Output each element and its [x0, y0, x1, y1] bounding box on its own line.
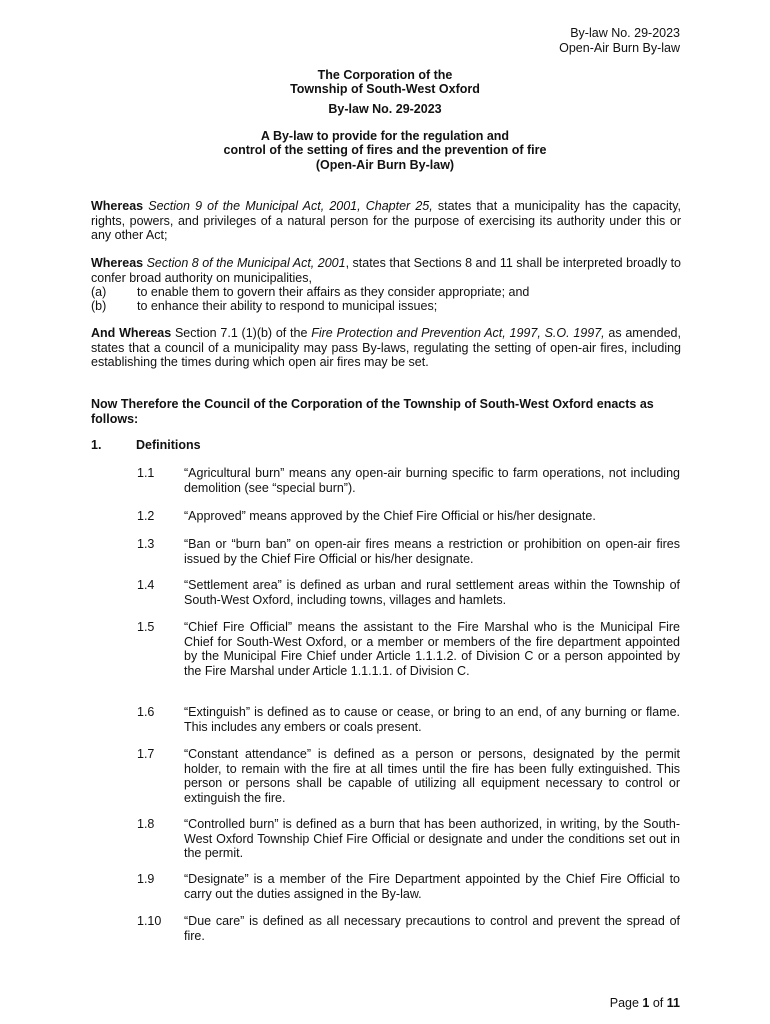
- item-label: (a): [91, 285, 107, 299]
- whereas-lead: Whereas: [91, 256, 144, 270]
- definition-number: 1.8: [137, 817, 155, 831]
- definition-text: “Ban or “burn ban” on open-air fires means a restriction or prohibition on open-air fires issued by the Chief Fire Official or his/her designate.: [184, 537, 680, 566]
- definition-text: “Controlled burn” is defined as a burn that has been authorized, in writing, by the South-West Oxford Township Chief Fire Official or designate and under the conditions set out in the permit.: [184, 817, 680, 860]
- definition-number: 1.2: [137, 509, 155, 523]
- definition-text: “Extinguish” is defined as to cause or cease, or bring to an end, of any burning or flame. This includes any embers or coals present.: [184, 705, 680, 734]
- title-purpose-line1: A By-law to provide for the regulation and: [260, 129, 510, 143]
- definition-number: 1.3: [137, 537, 155, 551]
- page-footer: [610, 996, 680, 1010]
- definition-text: “Constant attendance” is defined as a person or persons, designated by the permit holder, to remain with the fire at all times until the fire has been fully extinguished. This person or persons shall be capable of utilizing all equipment necessary to control or extinguish the fire.: [184, 747, 680, 805]
- running-header: [559, 26, 680, 56]
- whereas-lead: And Whereas: [91, 326, 172, 340]
- definition-number: 1.1: [137, 466, 155, 480]
- section-title: Definitions: [136, 438, 201, 452]
- definition-text: “Chief Fire Official” means the assistant to the Fire Marshal who is the Municipal Fire Chief for South-West Oxford, or a member or members of the fire department appointed by the Municipal Fire Chief under Article 1.1.1.2. of Division C or a person appointed by the Fire Marshal under Article 1.1.1.1. of Division C.: [184, 620, 680, 678]
- definition-number: 1.5: [137, 620, 155, 634]
- whereas-paragraph-1: [91, 199, 681, 243]
- header-bylaw-number: By-law No. 29-2023: [570, 26, 680, 40]
- definition-number: 1.9: [137, 872, 155, 886]
- definition-number: 1.6: [137, 705, 155, 719]
- whereas-citation: Section 9 of the Municipal Act, 2001, Chapter 25,: [148, 199, 433, 213]
- item-text: to enhance their ability to respond to municipal issues;: [137, 299, 438, 313]
- footer-page-word: Page: [609, 996, 639, 1010]
- definition-text: “Settlement area” is defined as urban and rural settlement areas within the Township of South-West Oxford, including towns, villages and hamlets.: [184, 578, 680, 607]
- title-line2: Township of South-West Oxford: [290, 82, 480, 96]
- footer-of-word: of: [652, 996, 664, 1010]
- whereas-paragraph-2: [91, 256, 681, 285]
- title-line1: The Corporation of the: [317, 68, 453, 82]
- title-purpose-line3: (Open-Air Burn By-law): [315, 158, 455, 172]
- section-number: 1.: [91, 438, 102, 452]
- item-text: to enable them to govern their affairs as they consider appropriate; and: [137, 285, 530, 299]
- enacting-clause: Now Therefore the Council of the Corporation of the Township of South-West Oxford enacts as follows:: [91, 397, 654, 426]
- whereas-pre: Section 7.1 (1)(b) of the: [174, 326, 308, 340]
- item-label: (b): [91, 299, 107, 313]
- whereas-text: , states that Sections 8 and 11 shall be interpreted broadly to confer broad authority on municipalities,: [91, 256, 681, 285]
- definition-text: “Due care” is defined as all necessary precautions to control and prevent the spread of fire.: [184, 914, 680, 943]
- footer-page-total: 11: [666, 996, 680, 1010]
- whereas-paragraph-3: [91, 326, 681, 370]
- header-bylaw-name: Open-Air Burn By-law: [559, 41, 680, 55]
- footer-page-number: 1: [642, 996, 650, 1010]
- definition-text: “Approved” means approved by the Chief Fire Official or his/her designate.: [184, 509, 596, 523]
- whereas-text: as amended, states that a council of a municipality may pass By-laws, regulating the setting of open-air fires, including establishing the times during which open air fires may be set.: [91, 326, 681, 369]
- whereas-citation: Fire Protection and Prevention Act, 1997, S.O. 1997,: [311, 326, 605, 340]
- whereas-citation: Section 8 of the Municipal Act, 2001: [146, 256, 346, 270]
- definition-number: 1.10: [137, 914, 162, 928]
- definition-text: “Agricultural burn” means any open-air burning specific to farm operations, not including demolition (see “special burn”).: [184, 466, 680, 495]
- title-purpose-line2: control of the setting of fires and the prevention of fire: [223, 143, 547, 157]
- title-bylaw-number: By-law No. 29-2023: [328, 102, 442, 116]
- definition-number: 1.7: [137, 747, 155, 761]
- whereas-text: states that a municipality has the capacity, rights, powers, and privileges of a natural person for the purpose of exercising its authority under this or any other Act;: [91, 199, 682, 242]
- whereas-lead: Whereas: [91, 199, 144, 213]
- definition-number: 1.4: [137, 578, 155, 592]
- definition-text: “Designate” is a member of the Fire Department appointed by the Chief Fire Official to carry out the duties assigned in the By-law.: [184, 872, 680, 901]
